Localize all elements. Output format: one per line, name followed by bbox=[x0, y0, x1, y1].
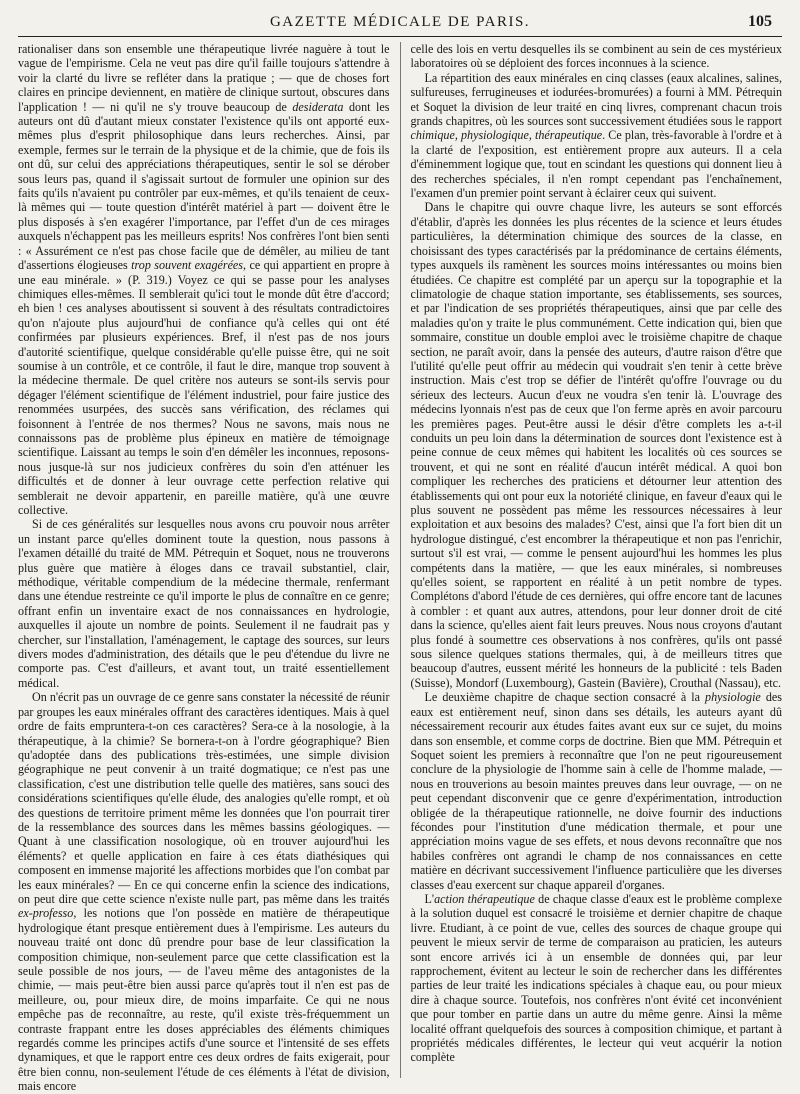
italic-text: physiologie bbox=[705, 690, 761, 705]
text-run: L' bbox=[424, 891, 435, 906]
text-run: Le deuxième chapitre de chaque section consacré à la bbox=[424, 690, 706, 705]
text-run: celle des lois en vertu desquelles ils se combinent au sein de ces mystérieux laboratoires où se déploient des forces inconnues à la science. bbox=[410, 42, 782, 71]
paragraph bbox=[18, 42, 390, 517]
italic-text: desiderata bbox=[292, 99, 344, 114]
paragraph bbox=[411, 42, 783, 71]
text-run: des eaux est entièrement neuf, sinon dans ses détails, les auteurs ayant dû nécessairement recourir aux études faites avant eux sur ce sujet, du moins dans son ensemble, et comme corps de doctrine. Bien que MM. Pétrequin et Soquet soient les premiers à reconnaître que l'on ne peut rigoureusement conclure de la physiologie de l'homme sain à celle de l'homme malade, — nous en trouverions au besoin maintes preuves dans leur ouvrage, — on ne peut cependant disconvenir que ce genre d'expérimentation, introduction obligée de la thérapeutique rationnelle, ne doive fournir des inductions fécondes pour l'institution d'une médication thermale, et pour une appréciation moins vague de ses effets, et nous devons reconnaître que nos habiles confrères ont agrandi le champ de nos connaissances en cette matière en décrivant successivement l'influence particulière que les diverses classes d'eau exercent sur chaque appareil d'organes. bbox=[410, 690, 782, 892]
right-column bbox=[411, 42, 783, 1078]
paragraph bbox=[411, 892, 783, 1065]
italic-text: trop souvent exagérées bbox=[131, 258, 244, 273]
header-rule bbox=[18, 36, 782, 37]
text-run: rationaliser dans son ensemble une thérapeutique livrée naguère à tout le vague de l'empirisme. Cela ne veut pas dire qu'il faille toujours s'attendre à voir la clarté du livre se refléter dans la pratique ; — que de choses fort claires en principe deviennent, en matière de clinique surtout, obscures dans l'application ! — ni qu'il ne s'y trouve beaucoup de bbox=[18, 42, 390, 114]
paragraph bbox=[411, 200, 783, 690]
italic-text: chimique, physiologique, thérapeutique bbox=[410, 128, 603, 143]
text-columns bbox=[18, 42, 782, 1094]
page-header bbox=[18, 8, 782, 38]
column-divider bbox=[400, 42, 401, 1078]
paragraph bbox=[411, 690, 783, 892]
running-title: GAZETTE MÉDICALE DE PARIS. bbox=[269, 14, 531, 30]
paragraph bbox=[18, 690, 390, 1093]
paragraph bbox=[18, 517, 390, 690]
text-run: dont les auteurs ont dû d'autant mieux constater l'existence qu'ils ont apporté eux-mêmes plus d'esprit philosophique dans leurs recherches. Ainsi, par exemple, fermes sur le terrain de la physique et de la chimie, que de fois ils ont dû, sur celui des appréciations thérapeutiques, sentir le sol se dérober sous leurs pas, quand il s'agissait surtout de formuler une opinion sur des faits qu'ils n'avaient pu contrôler par eux-mêmes, et qu'ils tenaient de ceux-là mêmes qui — toute question d'intérêt matériel à part — doivent être le plus disposés à s'en exagérer l'importance, par l'effet d'un de ces mirages auxquels n'échappent pas les meilleurs esprits! Nos confrères l'ont bien senti : « Assurément ce n'est pas chose facile que de démêler, au milieu de tant d'assertions élogieuses bbox=[18, 99, 390, 273]
left-column bbox=[18, 42, 390, 1094]
text-run: , les notions que l'on possède en matière de thérapeutique hydrologique étant presque entièrement dues à l'empirisme. Les auteurs du nouveau traité ont donc dû prendre pour base de leur classification la composition chimique, non-seulement parce que cette classification est la seule possible de nos jours, — de l'aveu même des antagonistes de la chimie, — mais peut-être bien aussi parce qu'après tout il n'en est pas de meilleure, ou, pour mieux dire, de moins imparfaite. Ce qui ne nous empêche pas de reconnaître, au reste, qu'il existe très-fréquemment un contraste frappant entre les doses appréciables des éléments chimiques regardés comme les principes actifs d'une source et l'intensité de ses effets dynamiques, et que le rapport entre ces deux ordres de faits exigerait, pour être bien connu, non-seulement l'étude de ces éléments à l'état de division, mais encore bbox=[18, 906, 390, 1094]
text-run: La répartition des eaux minérales en cinq classes (eaux alcalines, salines, sulfureuses, ferrugineuses et iodurées-bromurées) a fourni à MM. Pétrequin et Soquet la division de leur traité en cinq livres, comprenant chacun trois grands chapitres, où les sources sont successivement étudiées sous le rapport bbox=[410, 70, 782, 129]
text-run: , ce qui appartient en propre à une eau minérale. » (P. 319.) Voyez ce qui se passe pour les analyses chimiques elles-mêmes. Il semblerait qu'ici tout le monde dût être d'accord; eh bien ! ces analyses aboutissent si souvent à des résultats contradictoires qu'on n'ajoute plus aujourd'hui de confiance qu'à celles qui ont été confirmées par plusieurs expériences. Bref, il n'est pas de nos jours d'autorité scientifique, quelque considérable qu'elle puisse être, qui ne soit soumise à un contrôle, et ce contrôle, il faut le dire, manque trop souvent à la médecine thermale. De quel critère nos auteurs se sont-ils servis pour dégager l'élément scientifique de l'élément industriel, pour faire justice des renommées usurpées, des succès sans vérification, des réclames qui foisonnent à l'entrée de nos thermes? Nous ne savons, mais nous ne connaissons pas de problème plus épineux en matière de témoignage scientifique. Laissant au temps le soin d'en démêler les inconnues, reposons-nous jusque-là sur nos judicieux confrères du soin d'en atténuer les difficultés et de donner à leur ouvrage cette perfection relative qui semblerait ne devoir appartenir, en pareille matière, qu'à une œuvre collective. bbox=[18, 258, 390, 517]
paragraph bbox=[411, 71, 783, 201]
text-run: On n'écrit pas un ouvrage de ce genre sans constater la nécessité de réunir par groupes les eaux minérales offrant des caractères identiques. Mais à quel ordre de faits emprunterа-t-on ces caractères? Sera-ce à la nosologie, à la thérapeutique, à la chimie? Se bornera-t-on à l'ordre géographique? Bien qu'adoptée dans des publications très-estimées, une simple division géographique ne peut convenir à un traité dogmatique; ce n'est pas une classification, c'est une distribution telle quelle des matières, sans souci des considérations scientifiques qu'elle élude, des analogies qu'elle rompt, et où des questions de territoire priment même les données que l'on pourrait tirer de la ressemblance des sources dans les mêmes bassins géologiques. — Quant à une classification nosologique, où en trouver aujourd'hui les éléments? et quelle application en faire à ces états diathésiques qui composent en immense majorité les affections morbides que l'on combat par les eaux minérales? — En ce qui concerne enfin la science des indications, on peut dire que cette science n'existe nulle part, pas même dans les traités bbox=[18, 690, 390, 906]
italic-text: action thérapeutique bbox=[434, 891, 535, 906]
text-run: Si de ces généralités sur lesquelles nous avons cru pouvoir nous arrêter un instant parce qu'elles dominent toute la question, nous passons à l'examen détaillé du traité de MM. Pétrequin et Soquet, nous ne trouverons plus guère que matière à éloges dans ce travail substantiel, clair, méthodique, véritable compendium de la médecine thermale, renfermant dans une étendue restreinte ce qu'il importe le plus de connaître en ce genre; offrant enfin un inventaire exact de nos connaissances en hydrologie, auxquelles il ajoute un nombre de points. Seulement il ne faudrait pas y chercher, sur l'installation, l'aménagement, le captage des sources, sur leurs divers modes d'administration, des détails que le peu d'étendue du livre ne comporte pas. C'est d'ailleurs, et avant tout, un traité essentiellement médical. bbox=[18, 517, 390, 690]
text-run: . Ce plan, très-favorable à l'ordre et à la clarté de l'exposition, est entièrement propre aux auteurs. Il a cela d'éminemment logique que, tout en scindant les questions qui donnent lieu à des recherches spéciales, il n'en rompt cependant pas l'enchaînement, l'examen d'un premier point servant à éclairer ceux qui suivent. bbox=[410, 128, 782, 201]
italic-text: ex-professo bbox=[18, 906, 74, 921]
text-run: de chaque classe d'eaux est le problème complexe à la solution duquel est consacré le troisième et dernier chapitre de chaque livre. Etudiant, à ce point de vue, celles des sources de chaque groupe qui peuvent le mieux servir de terme de comparaison au praticien, les auteurs sont encore arrivés ici à un ensemble de données qui, par leur rapprochement, évitent au lecteur le soin de rechercher dans les différentes parties de leur traité les indications spéciales à chaque eau, ou pour mieux dire à chaque source. Toutefois, nos confrères n'ont évité cet inconvénient que pour tomber en partie dans un autre du même genre. Ainsi la même localité offrant quelquefois des sources à composition chimique, et partant à propriétés médicales différentes, le lecteur qui veut acquérir la notion complète bbox=[410, 891, 782, 1065]
page-number: 105 bbox=[748, 13, 772, 30]
text-run: Dans le chapitre qui ouvre chaque livre, les auteurs se sont efforcés d'établir, d'après les données les plus récentes de la science et leurs études particulières, la détermination chimique des sources de la classe, en choisissant des types caractérisés par la prédominance de certains éléments, types auxquels ils ramènent les sources moins intéressantes ou moins bien étudiées. Ce chapitre est complété par un aperçu sur la topographie et la climatologie de chaque station importante, ses établissements, ses sources, et par l'indication de ses propriétés thérapeutiques, ainsi que par celle des maladies qu'on y traite le plus communément. Cette indication qui, bien que sommaire, constitue un double emploi avec le troisième chapitre de chaque section, ne paraît avoir, dans la pensée des auteurs, d'autre raison d'être que l'utilité qu'elle peut offrir au médecin qui voudrait s'en tenir à cette brève instruction. Mais c'est trop se défier de l'intérêt qu'offre l'ouvrage ou du sérieux des lecteurs. Aucun d'eux ne voudra s'en tenir là. L'ouvrage des médecins lyonnais n'est pas de ceux que l'on ferme après en avoir parcouru les premières pages. Peut-être aussi le désir d'être complets les a-t-il conduits un peu loin dans la détermination de sources dont l'existence est à peine connue de ceux mêmes qui habitent les localités où ces sources se trouvent, et qui ne sont en réalité d'aucun intérêt médical. A quoi bon compliquer les recherches des praticiens et détourner leur attention des établissements qui ont pour eux la notoriété clinique, en faveur d'eaux qui le plus souvent ne possèdent pas même les ressources nécessaires à leur exploitation et aux besoins des malades? C'est, ainsi que l'a fort bien dit un hydrologue distingué, c'est encombrer la thérapeutique et non pas l'enrichir, surtout s'il est vrai, — comme le pensent aujourd'hui les hommes les plus compétents dans la matière, — que les eaux minérales, si nombreuses qu'elles soient, se rapportent en réalité à un petit nombre de types. Complétons d'abord l'étude de ces dernières, qui offre encore tant de lacunes à combler : et quant aux autres, attendons, pour leur donner droit de cité dans la science, qu'elles aient fait leurs preuves. Nous nous croyons d'autant plus fondé à soumettre ces observations à nos confrères, qu'ils ont passé sous silence quelques stations thermales, qui, à de meilleurs titres que beaucoup d'autres, eussent mérité les honneurs de la publicité : tels Baden (Suisse), Mondorf (Luxembourg), Gastein (Bavière), Crouthal (Nassau), etc. bbox=[410, 200, 782, 690]
